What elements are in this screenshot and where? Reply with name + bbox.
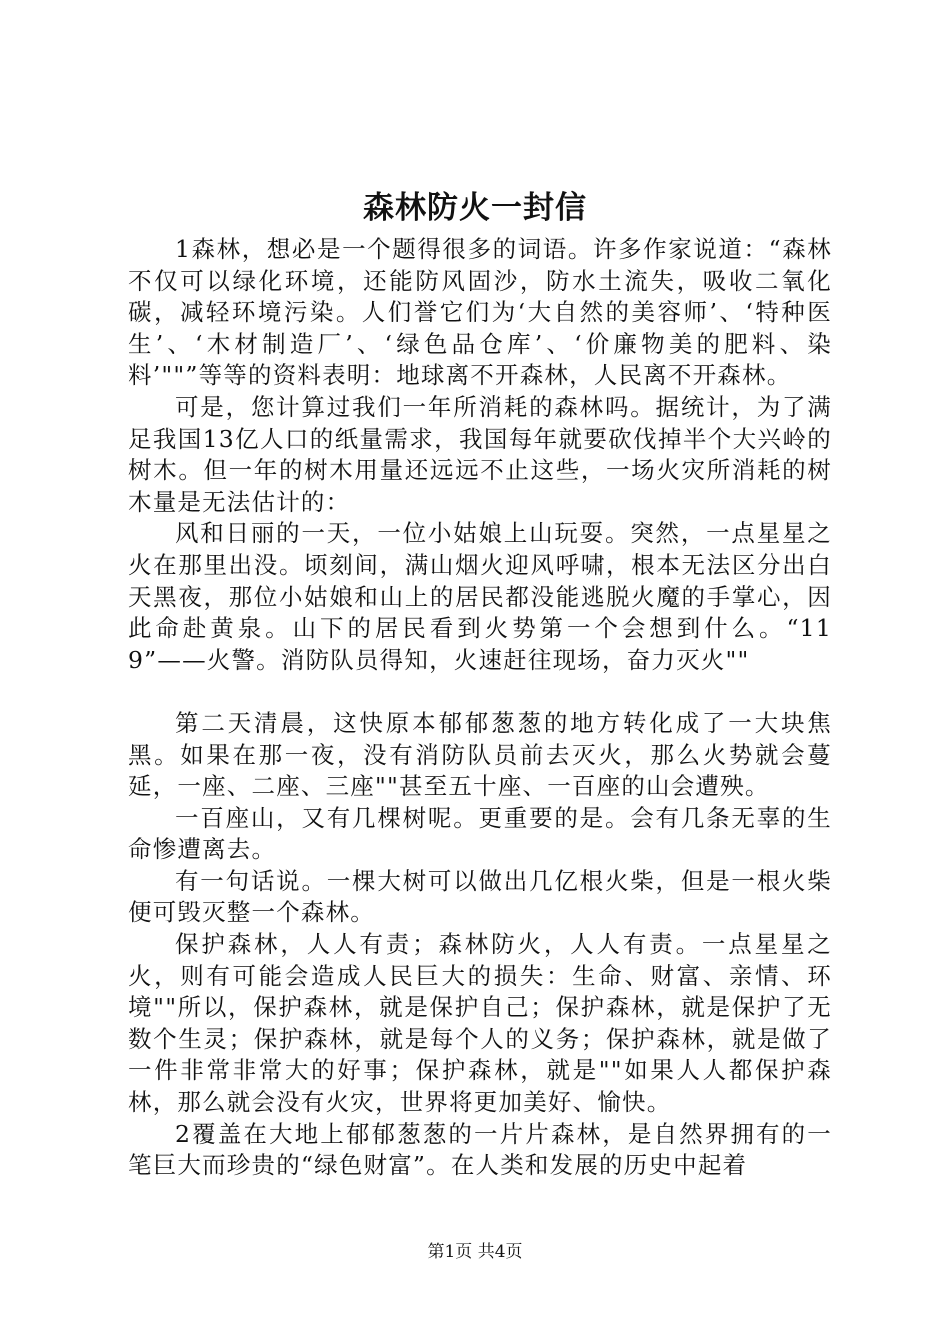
page-number-footer: 第1页 共4页 <box>427 1242 523 1262</box>
document-body <box>128 234 832 1182</box>
paragraph-6: 有一句话说。一棵大树可以做出几亿根火柴，但是一根火柴便可毁灭整一个森林。 <box>128 866 832 927</box>
paragraph-8: 2覆盖在大地上郁郁葱葱的一片片森林，是自然界拥有的一笔巨大而珍贵的“绿色财富”。在人类和发展的历史中起着 <box>128 1119 832 1180</box>
paragraph-2: 可是，您计算过我们一年所消耗的森林吗。据统计，为了满足我国13亿人口的纸量需求，我国每年就要砍伐掉半个大兴岭的树木。但一年的树木用量还远远不止这些，一场火灾所消耗的树木量是无法估计的： <box>128 392 832 516</box>
paragraph-3: 风和日丽的一天，一位小姑娘上山玩耍。突然，一点星星之火在那里出没。顷刻间，满山烟火迎风呼啸，根本无法区分出白天黑夜，那位小姑娘和山上的居民都没能逃脱火魔的手掌心，因此命赴黄泉。山下的居民看到火势第一个会想到什么。“119”——火警。消防队员得知，火速赶往现场，奋力灭火"" <box>128 519 832 674</box>
paragraph-gap <box>128 676 832 708</box>
paragraph-7: 保护森林，人人有责；森林防火，人人有责。一点星星之火，则有可能会造成人民巨大的损失：生命、财富、亲情、环境""所以，保护森林，就是保护自己；保护森林，就是保护了无数个生灵；保护森林，就是每个人的义务；保护森林，就是做了一件非常非常大的好事；保护森林，就是""如果人人都保护森林，那么就会没有火灾，世界将更加美好、愉快。 <box>128 930 832 1117</box>
paragraph-1: 1森林，想必是一个题得很多的词语。许多作家说道：“森林不仅可以绿化环境，还能防风固沙，防水土流失，吸收二氧化碳，减轻环境污染。人们誉它们为‘大自然的美容师’、‘特种医生’、‘木材制造厂’、‘绿色品仓库’、‘价廉物美的肥料、染料’""”等等的资料表明：地球离不开森林，人民离不开森林。 <box>128 235 832 390</box>
paragraph-5: 一百座山，又有几棵树呢。更重要的是。会有几条无辜的生命惨遭离去。 <box>128 803 832 864</box>
paragraph-4: 第二天清晨，这快原本郁郁葱葱的地方转化成了一大块焦黑。如果在那一夜，没有消防队员前去灭火，那么火势就会蔓延，一座、二座、三座""甚至五十座、一百座的山会遭殃。 <box>128 708 832 801</box>
document-title: 森林防火一封信 <box>363 190 587 226</box>
